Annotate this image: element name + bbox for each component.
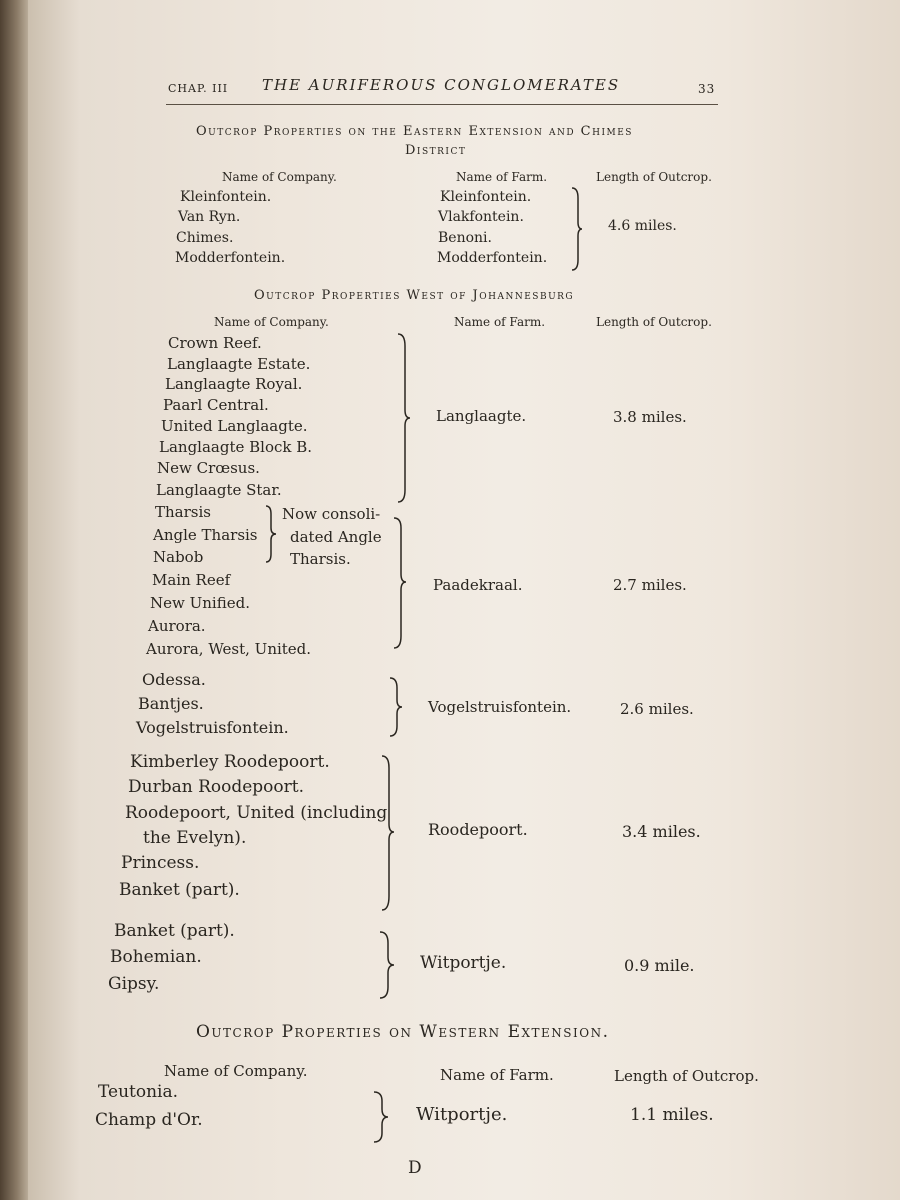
- s2-g1-company: Paarl Central.: [163, 396, 269, 414]
- s2-g1-length: 3.8 miles.: [613, 408, 687, 426]
- s2-g2-company: Aurora.: [148, 617, 206, 635]
- s2-g1-company: Crown Reef.: [168, 334, 262, 352]
- s2-g4-length: 3.4 miles.: [622, 822, 701, 841]
- s2-g2-note: Tharsis.: [290, 550, 351, 568]
- s1-company: Kleinfontein.: [180, 189, 272, 205]
- s3-brace: [372, 1090, 390, 1144]
- s2-g5-farm: Witportje.: [420, 953, 507, 973]
- s2-g2-brace: [392, 516, 408, 650]
- s2-g4-company: Roodepoort, United (including: [125, 803, 388, 823]
- s3-col-company: Name of Company.: [164, 1062, 308, 1080]
- s1-farm: Modderfontein.: [437, 250, 548, 266]
- s1-company: Van Ryn.: [178, 209, 241, 225]
- header-chapter: CHAP. III: [168, 82, 229, 95]
- signature-mark: D: [408, 1158, 422, 1178]
- s3-col-farm: Name of Farm.: [440, 1066, 554, 1084]
- s2-g3-length: 2.6 miles.: [620, 700, 694, 718]
- s2-g5-company: Banket (part).: [114, 921, 235, 941]
- header-rule: [166, 104, 718, 105]
- header-title: THE AURIFEROUS CONGLOMERATES: [262, 76, 621, 94]
- s2-g4-company: Durban Roodepoort.: [128, 777, 305, 797]
- s1-farm: Kleinfontein.: [440, 189, 532, 205]
- s1-company: Chimes.: [176, 230, 234, 246]
- s2-g3-company: Odessa.: [142, 670, 206, 689]
- s2-g1-company: Langlaagte Star.: [156, 481, 282, 499]
- s2-g1-company: United Langlaagte.: [161, 417, 308, 435]
- s2-g5-length: 0.9 mile.: [624, 956, 695, 975]
- s2-col-farm: Name of Farm.: [454, 315, 546, 329]
- s2-g5-company: Gipsy.: [108, 974, 160, 994]
- s2-g4-company: the Evelyn).: [143, 828, 247, 848]
- s2-g5-brace: [378, 930, 396, 1000]
- s2-g4-company: Princess.: [121, 853, 200, 873]
- s2-g2-length: 2.7 miles.: [613, 576, 687, 594]
- s1-brace: [570, 186, 584, 272]
- s1-farm: Benoni.: [438, 230, 492, 246]
- s1-company: Modderfontein.: [175, 250, 286, 266]
- s2-g2-note: Now consoli-: [282, 505, 381, 523]
- s2-g2-note: dated Angle: [290, 528, 382, 546]
- s1-farm: Vlakfontein.: [438, 209, 524, 225]
- s2-g4-brace: [380, 754, 396, 912]
- s2-col-company: Name of Company.: [214, 315, 329, 329]
- s2-g2-company: New Unified.: [150, 594, 250, 612]
- s2-g2-company: Nabob: [153, 548, 204, 566]
- s2-g1-company: Langlaagte Block B.: [159, 438, 313, 456]
- s3-company: Teutonia.: [98, 1082, 179, 1102]
- s3-col-length: Length of Outcrop.: [614, 1067, 759, 1085]
- section1-title-cont: District: [405, 143, 467, 158]
- s1-length: 4.6 miles.: [608, 218, 677, 234]
- s2-g1-brace: [396, 332, 412, 504]
- s3-farm: Witportje.: [416, 1104, 508, 1125]
- s2-g1-company: Langlaagte Royal.: [165, 375, 303, 393]
- s1-col-farm: Name of Farm.: [456, 170, 548, 184]
- s2-g2-company: Main Reef: [152, 571, 231, 589]
- s2-g1-farm: Langlaagte.: [436, 407, 527, 425]
- s2-g5-company: Bohemian.: [110, 947, 202, 967]
- s3-length: 1.1 miles.: [630, 1105, 714, 1125]
- s2-g2-company: Aurora, West, United.: [146, 640, 312, 658]
- s2-g2-note-brace: [264, 504, 278, 564]
- s2-g3-company: Bantjes.: [138, 694, 204, 713]
- s2-g2-company: Tharsis: [155, 503, 211, 521]
- s1-col-length: Length of Outcrop.: [596, 170, 712, 184]
- s1-col-company: Name of Company.: [222, 170, 337, 184]
- section3-title: Outcrop Properties on Western Extension.: [196, 1022, 610, 1042]
- s2-g4-company: Banket (part).: [119, 880, 240, 900]
- s2-g1-company: Langlaagte Estate.: [167, 355, 311, 373]
- s2-g2-farm: Paadekraal.: [433, 576, 523, 594]
- s3-company: Champ d'Or.: [95, 1110, 203, 1130]
- book-gutter: [0, 0, 28, 1200]
- section2-title: Outcrop Properties West of Johannesburg: [254, 288, 575, 303]
- s2-col-length: Length of Outcrop.: [596, 315, 712, 329]
- s2-g4-farm: Roodepoort.: [428, 820, 528, 839]
- section1-title: Outcrop Properties on the Eastern Extension and Chimes: [196, 124, 633, 139]
- s2-g1-company: New Crœsus.: [157, 459, 260, 477]
- page-number: 33: [698, 82, 716, 96]
- s2-g3-company: Vogelstruisfontein.: [136, 718, 289, 737]
- s2-g3-farm: Vogelstruisfontein.: [428, 698, 572, 716]
- s2-g3-brace: [388, 676, 404, 738]
- s2-g2-company: Angle Tharsis: [153, 526, 258, 544]
- s2-g4-company: Kimberley Roodepoort.: [130, 752, 330, 772]
